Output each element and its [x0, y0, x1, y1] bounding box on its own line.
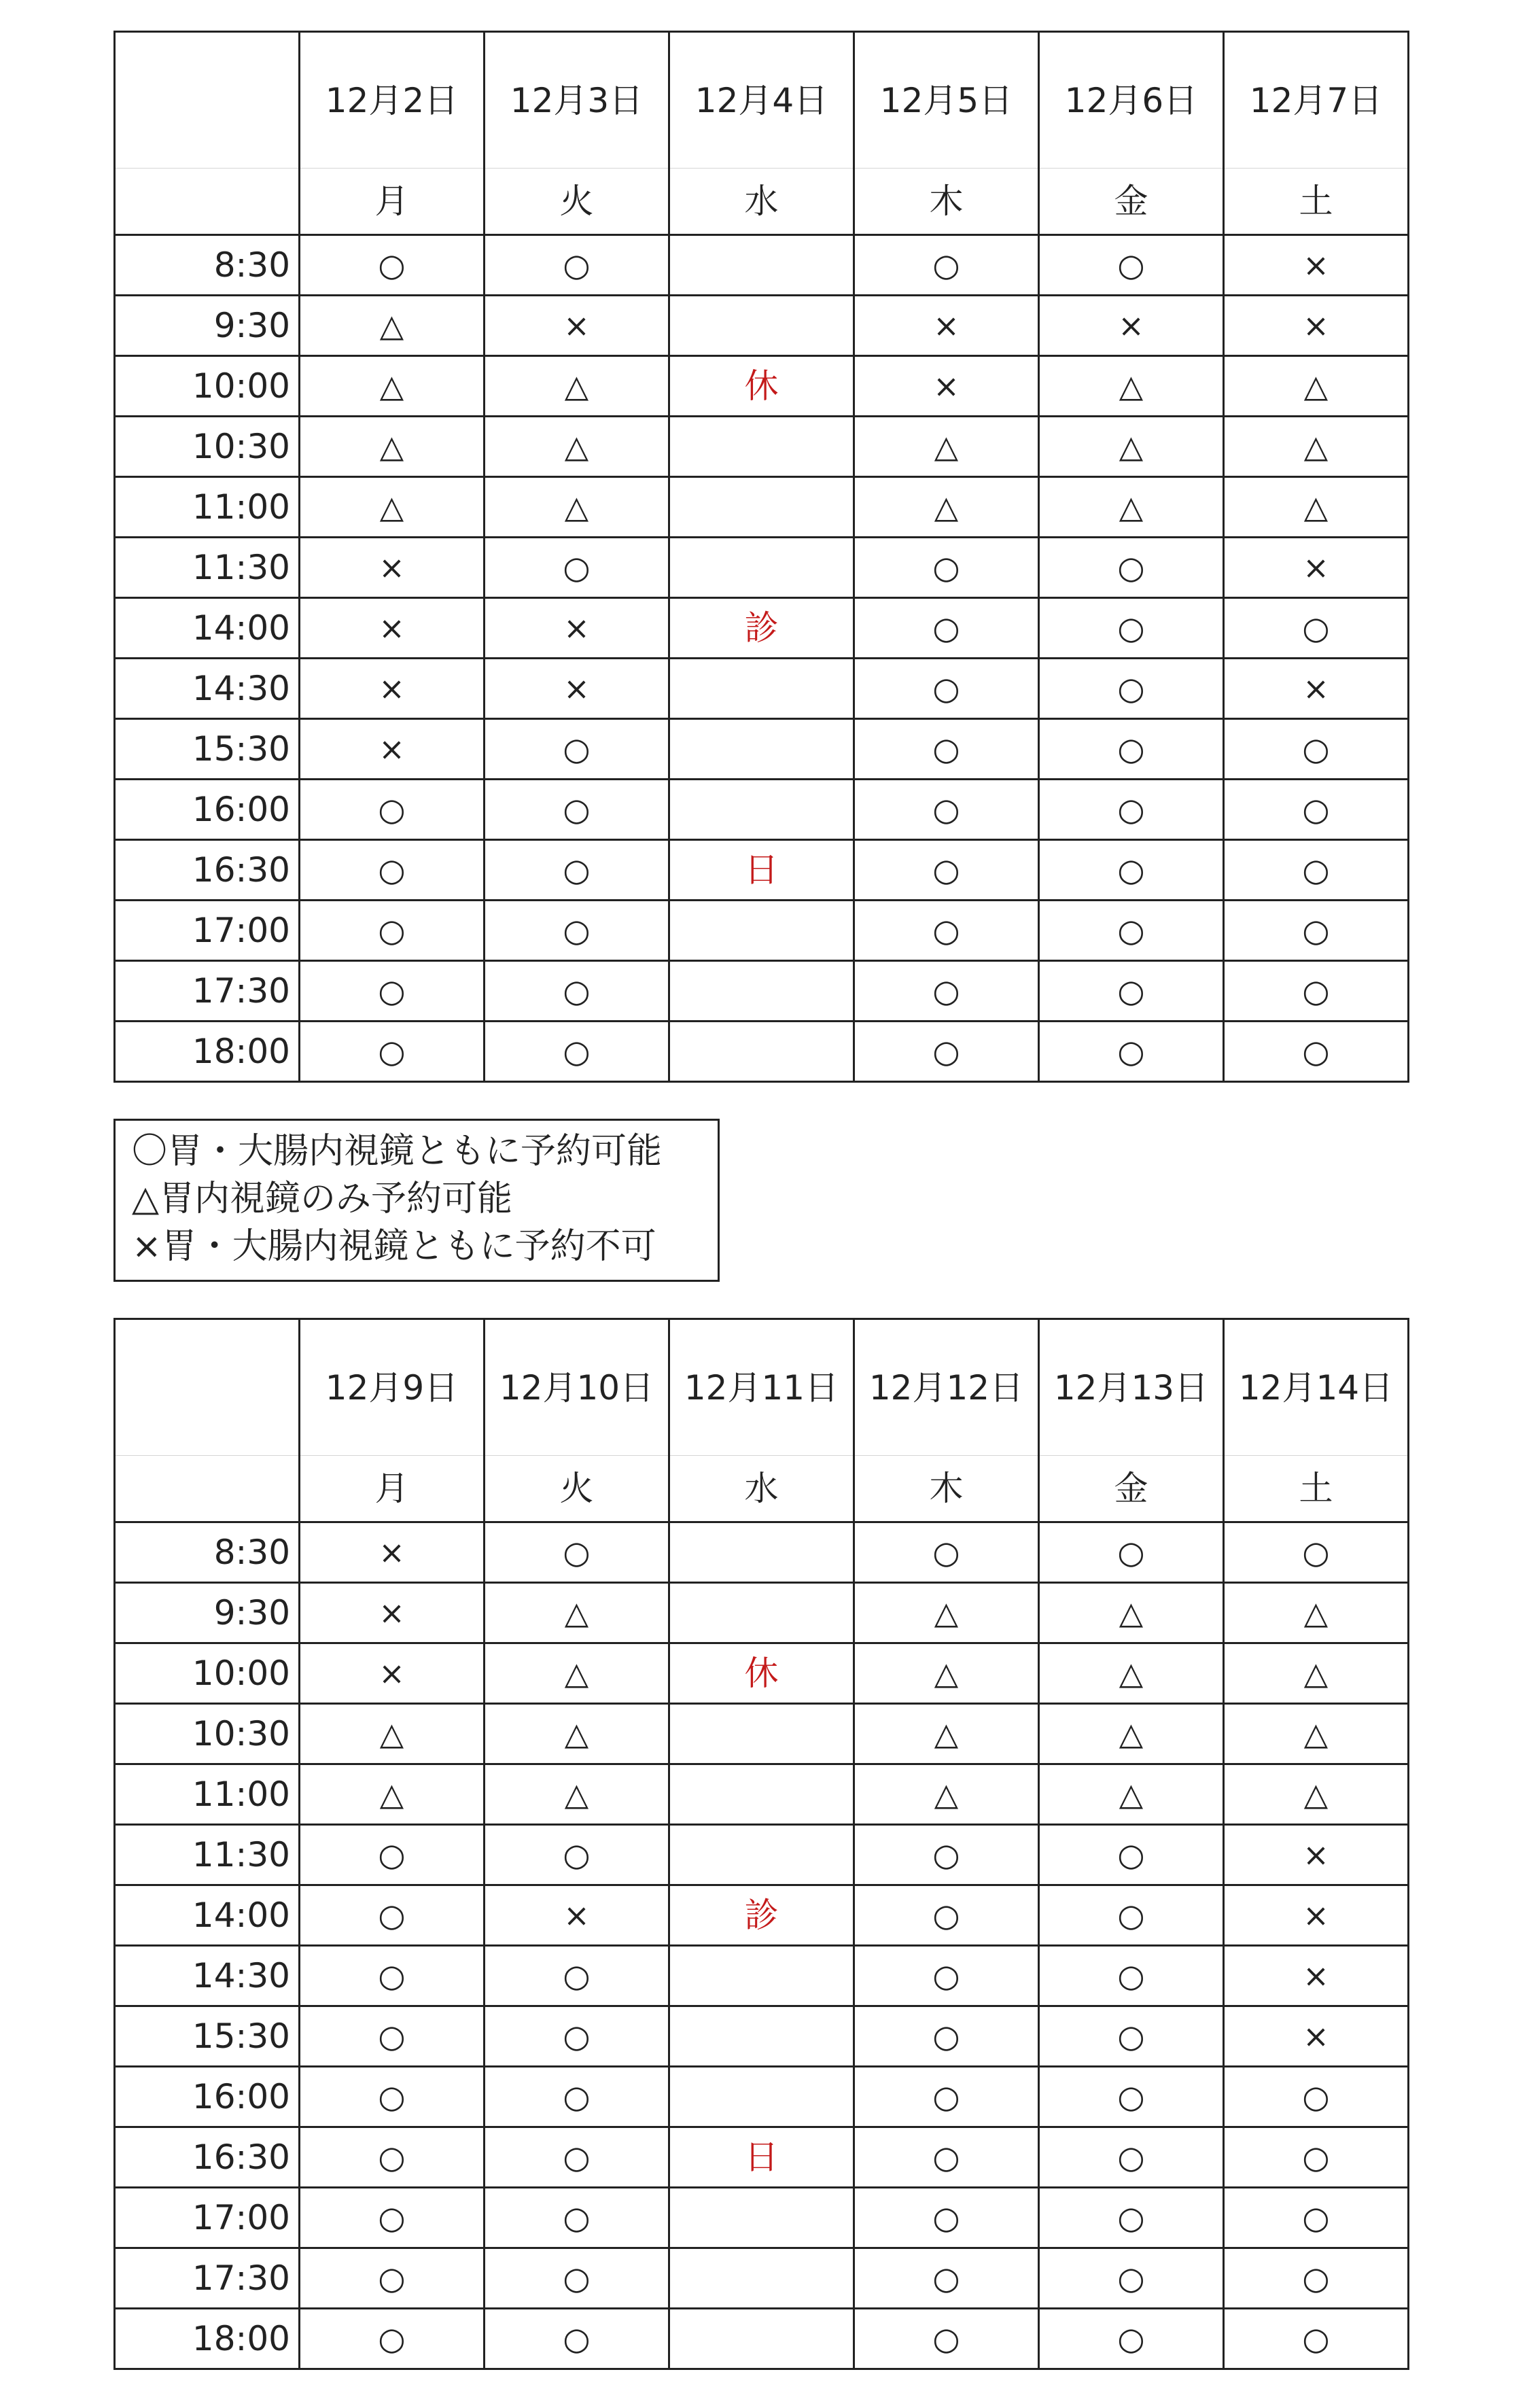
time-slot-row	[115, 2188, 1409, 2248]
time-slot-row	[115, 2067, 1409, 2127]
closed-day-cell: 日	[669, 840, 854, 901]
weekday-header: 水	[669, 169, 854, 235]
date-header: 12月2日	[300, 32, 485, 169]
availability-cell: △	[1039, 1643, 1224, 1704]
time-label: 9:30	[115, 296, 300, 356]
time-label: 11:30	[115, 538, 300, 598]
availability-cell: ○	[1039, 2006, 1224, 2067]
corner-cell	[115, 32, 300, 169]
availability-cell: ○	[854, 2248, 1039, 2309]
closed-day-cell	[669, 2006, 854, 2067]
availability-cell: ○	[854, 1946, 1039, 2006]
availability-cell: ○	[300, 2006, 485, 2067]
closed-day-cell	[669, 1825, 854, 1885]
availability-cell: ○	[1039, 2188, 1224, 2248]
legend-available-both: 〇胃・大腸内視鏡ともに予約可能	[132, 1131, 663, 1172]
availability-cell: △	[1224, 1583, 1409, 1643]
availability-cell: ×	[300, 1643, 485, 1704]
time-label: 15:30	[115, 2006, 300, 2067]
time-label: 8:30	[115, 235, 300, 296]
time-slot-row	[115, 1825, 1409, 1885]
closed-day-cell	[669, 2248, 854, 2309]
availability-cell: ×	[1039, 296, 1224, 356]
availability-cell: ×	[1224, 1825, 1409, 1885]
availability-cell: △	[485, 356, 669, 417]
availability-cell: ○	[854, 659, 1039, 719]
availability-cell: ×	[1224, 296, 1409, 356]
time-label: 16:30	[115, 840, 300, 901]
time-label: 14:00	[115, 598, 300, 659]
availability-cell: △	[485, 1643, 669, 1704]
availability-cell: ○	[1039, 840, 1224, 901]
time-slot-row	[115, 1583, 1409, 1643]
date-header-row	[115, 32, 1409, 169]
time-label: 10:00	[115, 1643, 300, 1704]
availability-cell: △	[485, 477, 669, 538]
time-slot-row	[115, 2127, 1409, 2188]
closed-day-cell	[669, 1022, 854, 1082]
time-label: 17:30	[115, 961, 300, 1022]
availability-cell: ×	[1224, 659, 1409, 719]
availability-cell: △	[1224, 477, 1409, 538]
weekday-header: 金	[1039, 169, 1224, 235]
time-label: 14:00	[115, 1885, 300, 1946]
time-slot-row	[115, 1764, 1409, 1825]
availability-cell: ○	[485, 2006, 669, 2067]
time-label: 8:30	[115, 1522, 300, 1583]
closed-day-cell	[669, 719, 854, 780]
availability-cell: ○	[1039, 719, 1224, 780]
availability-cell: ○	[1039, 780, 1224, 840]
availability-cell: ○	[1224, 901, 1409, 961]
availability-cell: ○	[485, 2067, 669, 2127]
availability-cell: ×	[1224, 2006, 1409, 2067]
availability-cell: ×	[854, 356, 1039, 417]
availability-cell: ×	[485, 296, 669, 356]
availability-cell: ○	[854, 1825, 1039, 1885]
time-slot-row	[115, 2006, 1409, 2067]
closed-day-cell: 休	[669, 356, 854, 417]
time-label: 10:30	[115, 1704, 300, 1764]
time-slot-row	[115, 901, 1409, 961]
availability-cell: ○	[1224, 719, 1409, 780]
availability-cell: ○	[1224, 2188, 1409, 2248]
availability-cell: ○	[300, 2309, 485, 2369]
availability-cell: ○	[854, 840, 1039, 901]
availability-cell: ○	[1224, 2067, 1409, 2127]
time-slot-row	[115, 1022, 1409, 1082]
availability-cell: ×	[300, 538, 485, 598]
corner-cell	[115, 169, 300, 235]
availability-cell: △	[300, 477, 485, 538]
availability-cell: △	[854, 477, 1039, 538]
availability-cell: △	[1224, 1704, 1409, 1764]
closed-day-cell	[669, 2067, 854, 2127]
availability-cell: ○	[854, 1022, 1039, 1082]
availability-cell: △	[1039, 417, 1224, 477]
availability-cell: ○	[485, 901, 669, 961]
availability-cell: ○	[1039, 235, 1224, 296]
closed-day-cell	[669, 1764, 854, 1825]
closed-day-cell	[669, 1583, 854, 1643]
availability-cell: ×	[300, 598, 485, 659]
availability-cell: ○	[300, 961, 485, 1022]
availability-cell: ○	[854, 2006, 1039, 2067]
availability-cell: △	[485, 1764, 669, 1825]
availability-cell: ×	[485, 598, 669, 659]
availability-cell: △	[854, 1764, 1039, 1825]
availability-cell: ○	[300, 1946, 485, 2006]
date-header: 12月9日	[300, 1319, 485, 1456]
availability-cell: ○	[485, 2188, 669, 2248]
closed-day-cell: 診	[669, 598, 854, 659]
availability-cell: △	[1039, 477, 1224, 538]
availability-cell: ○	[485, 2309, 669, 2369]
time-label: 16:30	[115, 2127, 300, 2188]
availability-cell: △	[300, 417, 485, 477]
availability-cell: ○	[1224, 840, 1409, 901]
availability-cell: ○	[1039, 659, 1224, 719]
time-label: 10:30	[115, 417, 300, 477]
availability-cell: ○	[485, 1522, 669, 1583]
availability-cell: △	[485, 1583, 669, 1643]
date-header-row	[115, 1319, 1409, 1456]
availability-cell: ○	[854, 719, 1039, 780]
date-header: 12月7日	[1224, 32, 1409, 169]
time-slot-row	[115, 2309, 1409, 2369]
closed-day-cell	[669, 1946, 854, 2006]
availability-cell: ○	[300, 235, 485, 296]
time-label: 14:30	[115, 1946, 300, 2006]
availability-cell: △	[485, 417, 669, 477]
time-label: 18:00	[115, 2309, 300, 2369]
schedule-week-2	[113, 1318, 1409, 2370]
availability-cell: ○	[1039, 2067, 1224, 2127]
availability-cell: △	[854, 1704, 1039, 1764]
time-slot-row	[115, 780, 1409, 840]
closed-day-cell	[669, 780, 854, 840]
time-slot-row	[115, 659, 1409, 719]
availability-cell: △	[1039, 1583, 1224, 1643]
closed-day-cell	[669, 901, 854, 961]
availability-cell: ×	[1224, 1885, 1409, 1946]
availability-cell: ○	[854, 2067, 1039, 2127]
time-label: 16:00	[115, 780, 300, 840]
availability-cell: ○	[485, 719, 669, 780]
availability-cell: ○	[485, 1825, 669, 1885]
time-label: 14:30	[115, 659, 300, 719]
availability-cell: ○	[485, 538, 669, 598]
availability-cell: △	[1039, 1764, 1224, 1825]
availability-cell: ○	[300, 1022, 485, 1082]
availability-cell: △	[1224, 1764, 1409, 1825]
availability-cell: ○	[1224, 1522, 1409, 1583]
date-header: 12月14日	[1224, 1319, 1409, 1456]
closed-day-cell	[669, 2188, 854, 2248]
availability-cell: ○	[1039, 598, 1224, 659]
time-slot-row	[115, 477, 1409, 538]
time-slot-row	[115, 1946, 1409, 2006]
availability-cell: ○	[854, 2127, 1039, 2188]
availability-cell: ×	[1224, 1946, 1409, 2006]
availability-cell: ○	[854, 598, 1039, 659]
time-label: 11:00	[115, 477, 300, 538]
time-label: 17:00	[115, 901, 300, 961]
availability-cell: ○	[854, 2309, 1039, 2369]
availability-cell: △	[854, 1643, 1039, 1704]
time-label: 18:00	[115, 1022, 300, 1082]
availability-cell: ○	[300, 2127, 485, 2188]
availability-cell: ○	[1039, 2248, 1224, 2309]
time-label: 17:30	[115, 2248, 300, 2309]
weekday-header: 月	[300, 1456, 485, 1522]
time-slot-row	[115, 1522, 1409, 1583]
availability-cell: ○	[1039, 901, 1224, 961]
legend-unavailable: ×胃・大腸内視鏡ともに予約不可	[132, 1226, 656, 1267]
availability-cell: △	[1224, 1643, 1409, 1704]
time-slot-row	[115, 961, 1409, 1022]
availability-cell: ×	[485, 1885, 669, 1946]
time-label: 16:00	[115, 2067, 300, 2127]
date-header: 12月3日	[485, 32, 669, 169]
availability-cell: △	[300, 1704, 485, 1764]
availability-cell: ○	[854, 1885, 1039, 1946]
date-header: 12月5日	[854, 32, 1039, 169]
availability-cell: ○	[854, 538, 1039, 598]
time-slot-row	[115, 356, 1409, 417]
availability-cell: △	[1224, 417, 1409, 477]
availability-cell: ○	[1039, 1022, 1224, 1082]
availability-cell: ○	[854, 1522, 1039, 1583]
availability-cell: ○	[300, 2188, 485, 2248]
availability-cell: △	[854, 417, 1039, 477]
availability-cell: ○	[300, 2067, 485, 2127]
weekday-header: 水	[669, 1456, 854, 1522]
weekday-header: 木	[854, 169, 1039, 235]
closed-day-cell	[669, 2309, 854, 2369]
closed-day-cell	[669, 477, 854, 538]
closed-day-cell: 休	[669, 1643, 854, 1704]
availability-cell: ○	[485, 2248, 669, 2309]
weekday-header: 土	[1224, 1456, 1409, 1522]
availability-cell: ×	[300, 1583, 485, 1643]
availability-cell: ○	[300, 901, 485, 961]
availability-cell: △	[300, 296, 485, 356]
availability-cell: ○	[1039, 961, 1224, 1022]
availability-cell: ○	[1039, 2309, 1224, 2369]
legend-available-gastric: △胃内視鏡のみ予約可能	[132, 1179, 512, 1219]
date-header: 12月11日	[669, 1319, 854, 1456]
date-header: 12月12日	[854, 1319, 1039, 1456]
time-slot-row	[115, 417, 1409, 477]
availability-cell: ○	[1224, 1022, 1409, 1082]
time-label: 10:00	[115, 356, 300, 417]
closed-day-cell	[669, 296, 854, 356]
corner-cell	[115, 1319, 300, 1456]
availability-cell: ×	[1224, 538, 1409, 598]
availability-cell: ○	[1224, 598, 1409, 659]
availability-cell: ○	[1224, 2248, 1409, 2309]
availability-cell: ○	[485, 1946, 669, 2006]
weekday-header: 金	[1039, 1456, 1224, 1522]
closed-day-cell: 診	[669, 1885, 854, 1946]
availability-cell: ○	[485, 2127, 669, 2188]
availability-cell: ×	[485, 659, 669, 719]
closed-day-cell	[669, 538, 854, 598]
date-header: 12月6日	[1039, 32, 1224, 169]
availability-cell: ×	[300, 1522, 485, 1583]
availability-cell: ○	[1224, 2309, 1409, 2369]
time-slot-row	[115, 538, 1409, 598]
availability-cell: △	[300, 356, 485, 417]
time-slot-row	[115, 840, 1409, 901]
availability-cell: ○	[1224, 2127, 1409, 2188]
time-slot-row	[115, 1885, 1409, 1946]
time-label: 15:30	[115, 719, 300, 780]
availability-cell: ×	[300, 659, 485, 719]
availability-cell: ○	[1039, 1825, 1224, 1885]
availability-cell: ○	[485, 840, 669, 901]
availability-cell: ○	[854, 235, 1039, 296]
weekday-header: 火	[485, 169, 669, 235]
weekday-header: 木	[854, 1456, 1039, 1522]
availability-cell: ○	[1039, 1946, 1224, 2006]
availability-cell: ○	[1224, 961, 1409, 1022]
schedule-week-1	[113, 31, 1409, 1083]
availability-cell: △	[854, 1583, 1039, 1643]
time-slot-row	[115, 1704, 1409, 1764]
date-header: 12月13日	[1039, 1319, 1224, 1456]
availability-cell: ○	[854, 780, 1039, 840]
time-slot-row	[115, 2248, 1409, 2309]
closed-day-cell	[669, 235, 854, 296]
availability-cell: ○	[854, 961, 1039, 1022]
availability-cell: ○	[300, 780, 485, 840]
availability-cell: △	[1039, 356, 1224, 417]
legend-box	[113, 1119, 720, 1282]
availability-cell: ○	[300, 1885, 485, 1946]
availability-cell: ○	[854, 2188, 1039, 2248]
time-label: 11:30	[115, 1825, 300, 1885]
availability-cell: ○	[485, 961, 669, 1022]
closed-day-cell: 日	[669, 2127, 854, 2188]
time-slot-row	[115, 296, 1409, 356]
closed-day-cell	[669, 1704, 854, 1764]
availability-cell: ×	[854, 296, 1039, 356]
availability-cell: ○	[854, 901, 1039, 961]
availability-cell: △	[485, 1704, 669, 1764]
weekday-header: 土	[1224, 169, 1409, 235]
weekday-header-row	[115, 169, 1409, 235]
closed-day-cell	[669, 961, 854, 1022]
availability-cell: ○	[1224, 780, 1409, 840]
availability-cell: ○	[1039, 538, 1224, 598]
corner-cell	[115, 1456, 300, 1522]
availability-cell: ○	[485, 780, 669, 840]
time-label: 11:00	[115, 1764, 300, 1825]
time-slot-row	[115, 719, 1409, 780]
availability-cell: ×	[300, 719, 485, 780]
availability-cell: △	[1039, 1704, 1224, 1764]
availability-cell: ○	[1039, 1885, 1224, 1946]
availability-cell: ○	[485, 235, 669, 296]
time-slot-row	[115, 1643, 1409, 1704]
weekday-header: 月	[300, 169, 485, 235]
time-slot-row	[115, 235, 1409, 296]
closed-day-cell	[669, 659, 854, 719]
closed-day-cell	[669, 1522, 854, 1583]
availability-cell: ×	[1224, 235, 1409, 296]
availability-cell: △	[1224, 356, 1409, 417]
availability-cell: ○	[300, 840, 485, 901]
date-header: 12月4日	[669, 32, 854, 169]
availability-cell: ○	[300, 2248, 485, 2309]
weekday-header: 火	[485, 1456, 669, 1522]
time-label: 17:00	[115, 2188, 300, 2248]
date-header: 12月10日	[485, 1319, 669, 1456]
closed-day-cell	[669, 417, 854, 477]
availability-cell: ○	[1039, 1522, 1224, 1583]
availability-cell: ○	[485, 1022, 669, 1082]
time-slot-row	[115, 598, 1409, 659]
availability-cell: ○	[300, 1825, 485, 1885]
availability-cell: ○	[1039, 2127, 1224, 2188]
time-label: 9:30	[115, 1583, 300, 1643]
availability-cell: △	[300, 1764, 485, 1825]
weekday-header-row	[115, 1456, 1409, 1522]
